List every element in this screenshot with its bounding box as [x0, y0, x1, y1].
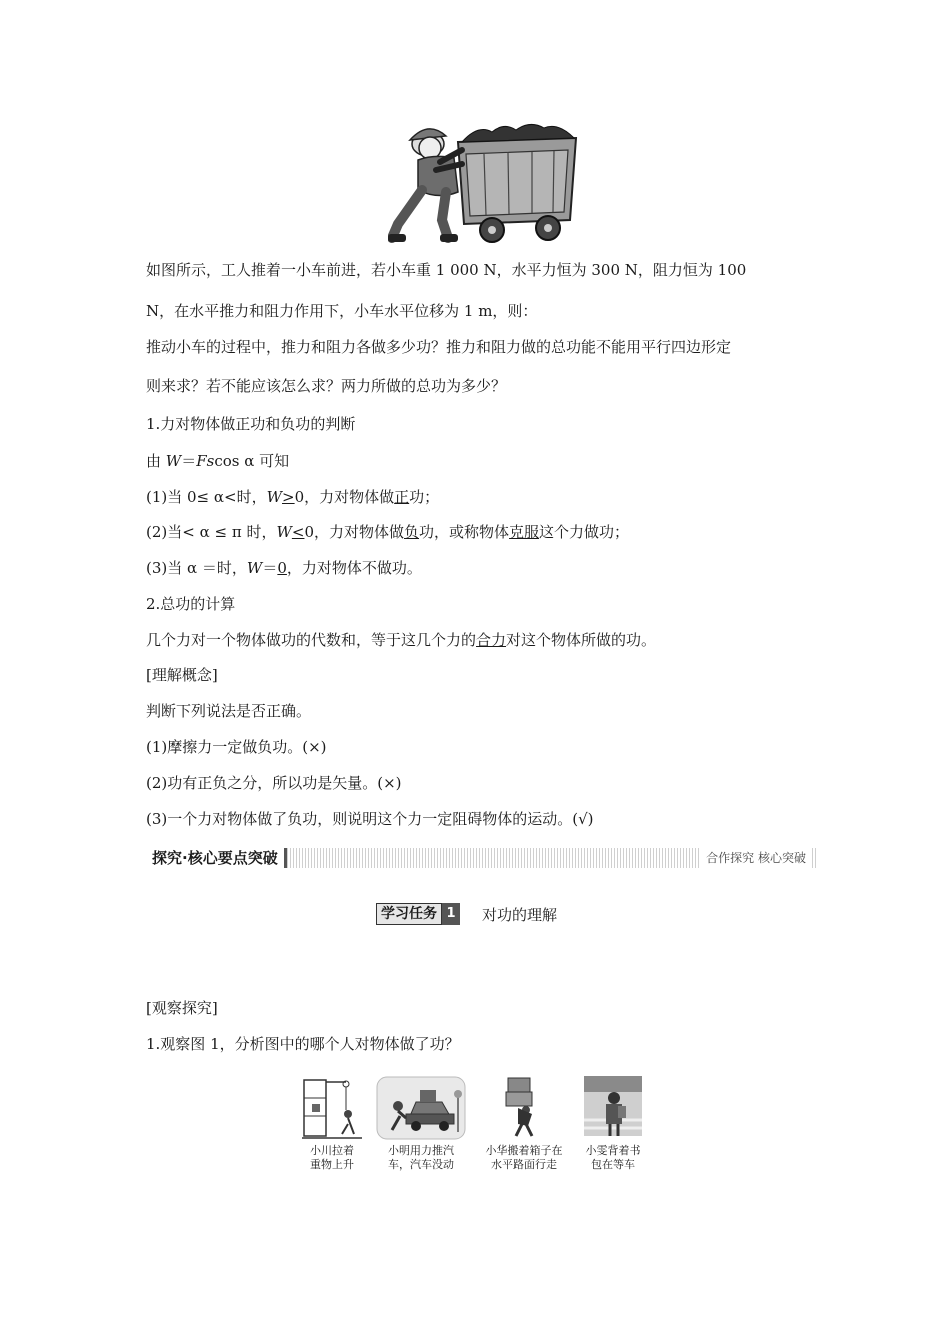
learning-task-heading [376, 903, 557, 925]
intro-line-1: 如图所示，工人推着一小车前进，若小车重 1 000 N，水平力恒为 300 N，阻力恒为 100 [146, 261, 747, 279]
concept-item-3: (3)一个力对物体做了负功，则说明这个力一定阻碍物体的运动。(√) [146, 810, 594, 828]
case-zero-work: (3)当 α ＝时，W＝0，力对物体不做功。 [146, 559, 422, 577]
work-formula: 由 W＝Fscos α 可知 [146, 452, 290, 470]
case-positive-work: (1)当 0≤ α<时，W>0，力对物体做正功； [146, 488, 440, 506]
section2-title: 2.总功的计算 [146, 595, 236, 613]
caption-waiting-bus: 小雯背着书 包在等车 [585, 1144, 641, 1171]
banner-title: 探究·核心要点突破 [146, 848, 287, 868]
task-title: 对功的理解 [482, 905, 558, 924]
scene-carrying-boxes-icon [498, 1074, 542, 1138]
worker-pushing-cart-illustration [388, 120, 584, 246]
section1-title: 1.力对物体做正功和负功的判断 [146, 415, 356, 433]
caption-lifting: 小川拉着 重物上升 [310, 1144, 354, 1171]
scene-pushing-car-icon [376, 1076, 466, 1140]
intro-line-3: 推动小车的过程中，推力和阻力各做多少功？推力和阻力做的总功能不能用平行四边形定 [146, 338, 732, 356]
task-number: 1 [442, 903, 460, 925]
observe-question: 1.观察图 1，分析图中的哪个人对物体做了功？ [146, 1035, 460, 1053]
caption-carrying-boxes: 小华搬着箱子在 水平路面行走 [485, 1144, 563, 1171]
scene-lifting-weight-icon [302, 1076, 362, 1140]
section-banner [146, 848, 816, 868]
observe-header: [观察探究] [146, 999, 218, 1017]
scene-waiting-bus-icon [584, 1076, 642, 1136]
concept-item-1: (1)摩擦力一定做负功。(×) [146, 738, 327, 756]
case-negative-work: (2)当< α ≤ π 时，W<0，力对物体做负功，或称物体克服这个力做功； [146, 523, 630, 541]
caption-pushing-car: 小明用力推汽 车，汽车没动 [388, 1144, 454, 1171]
task-label: 学习任务 [376, 903, 442, 925]
concept-header: [理解概念] [146, 666, 218, 684]
intro-line-2: N，在水平推力和阻力作用下，小车水平位移为 1 m，则： [146, 302, 538, 320]
concept-prompt: 判断下列说法是否正确。 [146, 702, 312, 720]
concept-item-2: (2)功有正负之分，所以功是矢量。(×) [146, 774, 402, 792]
section2-body: 几个力对一个物体做功的代数和，等于这几个力的合力对这个物体所做的功。 [146, 631, 657, 649]
intro-line-4: 则来求？若不能应该怎么求？两力所做的总功为多少？ [146, 377, 507, 395]
banner-subtitle: 合作探究 核心突破 [700, 848, 812, 868]
